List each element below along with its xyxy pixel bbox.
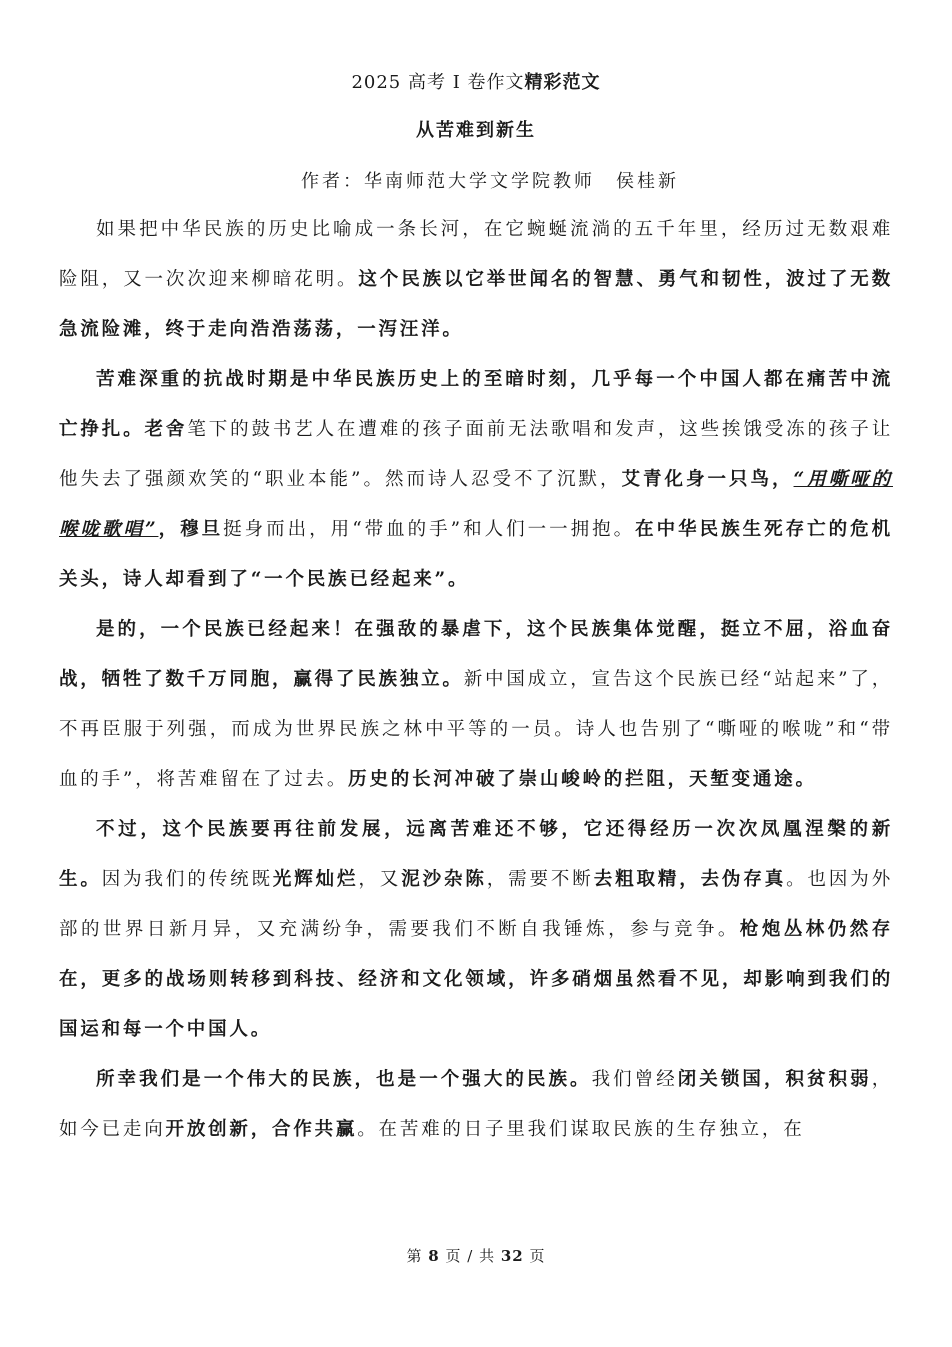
body-text: ，需要不断 — [486, 869, 594, 890]
footer-page-number: 8 — [428, 1247, 440, 1265]
body-text: 新中国成立，宣告这个民族已经“站起来”了，不再臣服于列强，而成为世界民族之林中平等的一员。诗人也告别了“嘶哑的喉咙”和“带血的手”，将苦难留在了过去。 — [59, 669, 894, 790]
body-text: 如果把中华民族的历史比喻成一条长河，在它蜿蜒流淌的五千年里，经历过无数艰难险阻，又一次次迎来柳暗花明。 — [59, 219, 893, 290]
emphasized-text: 去粗取精，去伪存真 — [593, 869, 787, 890]
footer-total-pages: 32 — [500, 1247, 524, 1265]
essay-author: 作者：华南师范大学文学院教师 侯桂新 — [301, 171, 679, 192]
emphasized-text: 开放创新，合作共赢 — [165, 1119, 358, 1140]
body-text: 因为我们的传统既 — [101, 869, 273, 890]
footer-prefix: 第 — [406, 1247, 423, 1265]
emphasized-text: 历史的长河冲破了崇山峻岭的拦阻，天堑变通途。 — [348, 769, 817, 790]
essay-paragraph — [59, 605, 893, 805]
essay-paragraph — [59, 205, 893, 355]
emphasized-text: 苦难深重的抗战时期是中华民族历史上的至暗时刻，几乎每一个中国人都在痛苦中流亡挣扎。 — [59, 369, 893, 440]
emphasized-text: 光辉灿烂 — [272, 869, 359, 890]
page-footer — [0, 1245, 952, 1267]
body-text: 笔下的鼓书艺人在遭难的孩子面前无法歌唱和发声，这些挨饿受冻的孩子让他失去了强颜欢笑的“职业本能”。然而诗人忍受不了沉默， — [59, 419, 893, 490]
emphasized-text: 这个民族以它举世闻名的智慧、勇气和韧性，波过了无数急流险滩，终于走向浩浩荡荡，一泻汪洋。 — [59, 269, 893, 340]
footer-suffix: 页 — [529, 1247, 546, 1265]
body-text: 。也因为外部的世界日新月异，又充满纷争，需要我们不断自我锤炼，参与竞争。 — [59, 869, 893, 940]
essay-paragraph — [59, 1055, 893, 1155]
essay-paragraph — [59, 355, 893, 605]
essay-paragraph — [59, 805, 893, 1055]
body-text: ，又 — [358, 869, 402, 890]
essay-body — [59, 205, 893, 1155]
header-title-plain: 2025 高考 I 卷作文 — [351, 72, 525, 93]
emphasized-text: 在中华民族生死存亡的危机关头，诗人却看到了“一个民族已经起来”。 — [59, 519, 893, 590]
emphasized-text: 所幸我们是一个伟大的民族，也是一个强大的民族。 — [96, 1069, 592, 1090]
body-text: 我们曾经 — [591, 1069, 678, 1090]
essay-title: 从苦难到新生 — [416, 120, 536, 141]
emphasized-text: 是的，一个民族已经起来！在强敌的暴虐下，这个民族集体觉醒，挺立不屈，浴血奋战，牺牲了数千万同胞，赢得了民族独立。 — [59, 619, 893, 690]
footer-middle: 页 / 共 — [445, 1247, 496, 1265]
emphasized-text: 艾青化身一只鸟， — [621, 469, 794, 490]
emphasized-text: 闭关锁国，积贫积弱 — [677, 1069, 872, 1090]
emphasized-text: 老舍 — [144, 419, 188, 440]
body-text: 。在苦难的日子里我们谋取民族的生存独立，在 — [357, 1119, 805, 1140]
body-text: ，如今已走向 — [59, 1069, 893, 1140]
document-header-title — [0, 70, 952, 96]
quoted-line: “用嘶哑的喉咙歌唱” — [59, 469, 893, 540]
emphasized-text: 泥沙杂陈 — [401, 869, 487, 890]
emphasized-text: 枪炮丛林仍然存在，更多的战场则转移到科技、经济和文化领域，许多硝烟虽然看不见，却影响到我们的国运和每一个中国人。 — [59, 919, 893, 1040]
header-title-bold: 精彩范文 — [524, 72, 601, 93]
emphasized-text: ，穆旦 — [158, 519, 224, 540]
body-text: 挺身而出，用“带血的手”和人们一一拥抱。 — [223, 519, 636, 540]
emphasized-text: 不过，这个民族要再往前发展，远离苦难还不够，它还得经历一次次凤凰涅槃的新生。 — [59, 819, 893, 890]
